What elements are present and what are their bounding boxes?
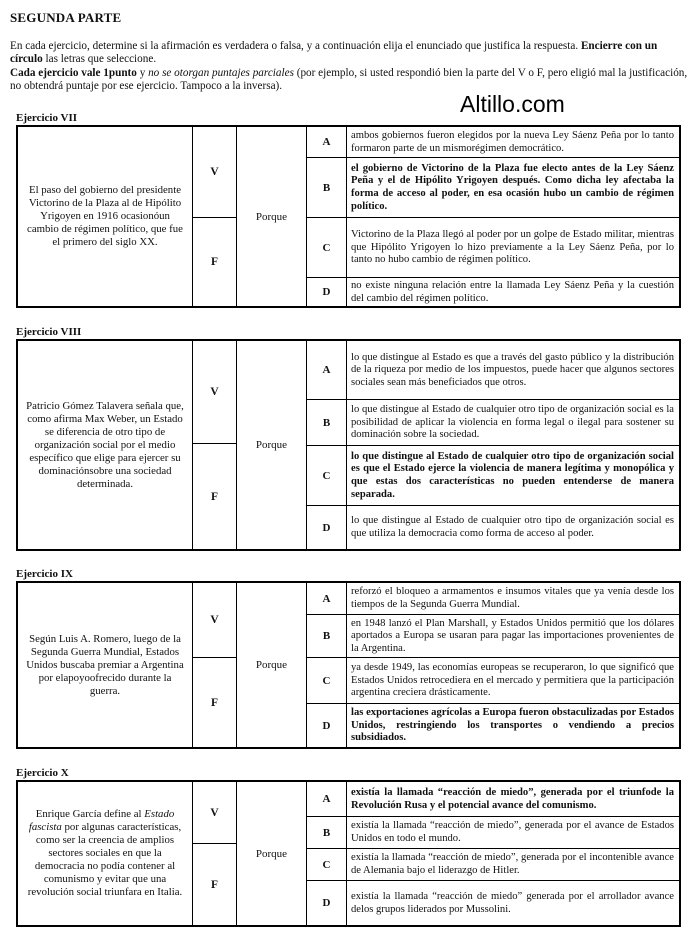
true-option[interactable]: V xyxy=(193,127,237,218)
option-text: lo que distingue al Estado de cualquier otro tipo de organización social es que utiliza la democracia como forma de acceso al poder. xyxy=(351,515,674,539)
false-option[interactable]: F xyxy=(193,444,237,549)
option-row[interactable] xyxy=(307,583,679,615)
option-row[interactable] xyxy=(307,400,679,446)
true-option[interactable]: V xyxy=(193,782,237,844)
option-letter[interactable]: A xyxy=(307,583,347,614)
statement-text-italic: Estado fascista xyxy=(28,808,175,833)
option-row[interactable] xyxy=(307,615,679,658)
option-letter[interactable]: A xyxy=(307,341,347,399)
justification-options xyxy=(307,782,679,925)
option-text: existía la llamada “reacción de miedo”, generada por el incontenible avance de Alemania bajo el liderazgo de Hitler. xyxy=(351,852,674,876)
false-option[interactable]: F xyxy=(193,658,237,747)
instructions-no-partial: no se otorgan puntajes parciales xyxy=(148,66,294,79)
true-option[interactable]: V xyxy=(193,341,237,444)
option-text: lo que distingue al Estado es que a través del gasto público y la distribución de la riqueza por medio de los impuestos, puede hacer que algunos sectores sociales sean más beneficiados que otros. xyxy=(351,351,674,388)
exercise-label: Ejercicio X xyxy=(16,767,69,779)
option-row[interactable] xyxy=(307,506,679,549)
option-row[interactable] xyxy=(307,817,679,849)
section-title: SEGUNDA PARTE xyxy=(10,10,122,25)
exercise-label: Ejercicio VIII xyxy=(16,326,82,338)
statement-text-end: por algunas características, como ser la creencia de amplios sectores sociales en que la democracia no podía contener al comunismo y evitar que una revolución social triunfara en Italia. xyxy=(27,821,183,898)
statement-text-start: Enrique García define al xyxy=(35,808,142,820)
option-text: lo que distingue al Estado de cualquier otro tipo de organización social es que el Estado ejerce la violencia de manera legítima y monopólica y que estas dos características no pueden entenderse de manera separada. xyxy=(351,450,674,500)
instructions xyxy=(10,40,690,94)
option-row[interactable] xyxy=(307,341,679,400)
option-text: ya desde 1949, las economías europeas se recuperaron, lo que significó que Estados Unidos retrocediera en el mercado y permitiera que la participación argentina creciera drásticamente. xyxy=(351,662,674,699)
option-row[interactable] xyxy=(307,704,679,747)
option-letter[interactable]: C xyxy=(307,218,347,277)
false-option[interactable]: F xyxy=(193,844,237,925)
option-row[interactable] xyxy=(307,158,679,218)
option-letter[interactable]: C xyxy=(307,658,347,703)
option-row[interactable] xyxy=(307,446,679,506)
option-text: no existe ninguna relación entre la llamada Ley Sáenz Peña y la cuestión del cambio del régimen político. xyxy=(351,279,674,304)
option-row[interactable] xyxy=(307,278,679,306)
option-text: ambos gobiernos fueron elegidos por la nueva Ley Sáenz Peña por lo tanto formaron parte de un mismorégimen democrático. xyxy=(351,129,674,154)
option-text: existía la llamada “reacción de miedo”, generada por el triunfode la Revolución Rusa y el potencial avance del comunismo. xyxy=(351,786,674,811)
porque-label: Porque xyxy=(237,341,307,549)
option-letter[interactable]: B xyxy=(307,158,347,217)
option-row[interactable] xyxy=(307,849,679,881)
exercise-statement: Según Luis A. Romero, luego de la Segunda Guerra Mundial, Estados Unidos buscaba premiar a Argentina por elapoyoofrecido durante la guerra. xyxy=(18,583,193,747)
instructions-emphasis-circle: Encierre con un círculo xyxy=(10,40,658,66)
option-row[interactable] xyxy=(307,782,679,817)
option-row[interactable] xyxy=(307,127,679,158)
exercise-table xyxy=(16,780,681,927)
option-letter[interactable]: D xyxy=(307,881,347,925)
option-letter[interactable]: B xyxy=(307,615,347,657)
exercise-statement: El paso del gobierno del presidente Victorino de la Plaza al de Hipólito Yrigoyen en 1916 ocasionóun cambio de régimen político, que fue el primero del siglo XX. xyxy=(18,127,193,306)
option-letter[interactable]: D xyxy=(307,704,347,747)
option-row[interactable] xyxy=(307,658,679,704)
option-row[interactable] xyxy=(307,881,679,925)
option-letter[interactable]: B xyxy=(307,817,347,848)
exercise-statement: Patricio Gómez Talavera señala que, como afirma Max Weber, un Estado se diferencia de otro tipo de organización social por el medio específico que elige para ejercer su dominaciónsobre una sociedad determinada. xyxy=(18,341,193,549)
justification-options xyxy=(307,341,679,549)
exercise-table xyxy=(16,581,681,749)
option-row[interactable] xyxy=(307,218,679,278)
true-option[interactable]: V xyxy=(193,583,237,658)
option-text: reforzó el bloqueo a armamentos e insumos vitales que ya venía desde los tiempos de la Segunda Guerra Mundial. xyxy=(351,586,674,610)
option-text: existía la llamada “reacción de miedo” generada por el arrollador avance delos grupos liderados por Mussolini. xyxy=(351,890,674,915)
option-text: las exportaciones agrícolas a Europa fueron obstaculizadas por Estados Unidos, restringiendo los transportes o vendiendo a precios subsidiados. xyxy=(351,707,674,744)
instructions-line-1: En cada ejercicio, determine si la afirmación es verdadera o falsa, y a continuación elija el enunciado que justifica la respuesta. xyxy=(10,40,579,52)
option-letter[interactable]: A xyxy=(307,127,347,157)
option-text: el gobierno de Victorino de la Plaza fue electo antes de la Ley Sáenz Peña y el de Hipólito Yrigoyen después. Como dicha ley afectaba la forma de acceso al poder, en esa ocasión hubo un cambio de régimen político. xyxy=(351,162,674,212)
option-text: existía la llamada “reacción de miedo”, generada por el avance de Estados Unidos en todo el mundo. xyxy=(351,820,674,844)
porque-label: Porque xyxy=(237,583,307,747)
exercise-table xyxy=(16,339,681,551)
exercise-statement xyxy=(18,782,193,925)
porque-label: Porque xyxy=(237,782,307,925)
option-letter[interactable]: C xyxy=(307,446,347,505)
option-letter[interactable]: D xyxy=(307,506,347,549)
option-text: en 1948 lanzó el Plan Marshall, y Estados Unidos permitió que los dólares aportados a Europa se usaran para pagar las importaciones provenientes de la Argentina. xyxy=(351,617,674,654)
option-letter[interactable]: A xyxy=(307,782,347,816)
justification-options xyxy=(307,583,679,747)
false-option[interactable]: F xyxy=(193,218,237,306)
option-text: lo que distingue al Estado de cualquier otro tipo de organización social es la posibilidad de aplicar la violencia en forma legal o ilegal para sostener su dominación sobre la sociedad. xyxy=(351,404,674,441)
option-letter[interactable]: B xyxy=(307,400,347,445)
exercise-label: Ejercicio VII xyxy=(16,112,77,124)
instructions-line-1-end: las letras que seleccione. xyxy=(45,53,157,66)
porque-label: Porque xyxy=(237,127,307,306)
option-letter[interactable]: D xyxy=(307,278,347,306)
exercise-label: Ejercicio IX xyxy=(16,568,73,580)
instructions-points: Cada ejercicio vale 1punto xyxy=(10,66,137,79)
option-text: Victorino de la Plaza llegó al poder por un golpe de Estado militar, mientras que Hipólito Yrigoyen lo hizo previamente a la Ley Sáenz Peña, por lo tanto no hubo cambio de régimen político. xyxy=(351,229,674,266)
watermark-logo: Altillo.com xyxy=(460,91,565,117)
instructions-connector: y xyxy=(139,66,146,79)
exercise-table xyxy=(16,125,681,308)
instructions-example: (por ejemplo, si usted respondió bien la parte del V o F, pero eligió mal la justificación, no obtendrá puntaje por ese ejercicio. Tampoco a la inversa). xyxy=(10,66,688,93)
option-letter[interactable]: C xyxy=(307,849,347,880)
justification-options xyxy=(307,127,679,306)
